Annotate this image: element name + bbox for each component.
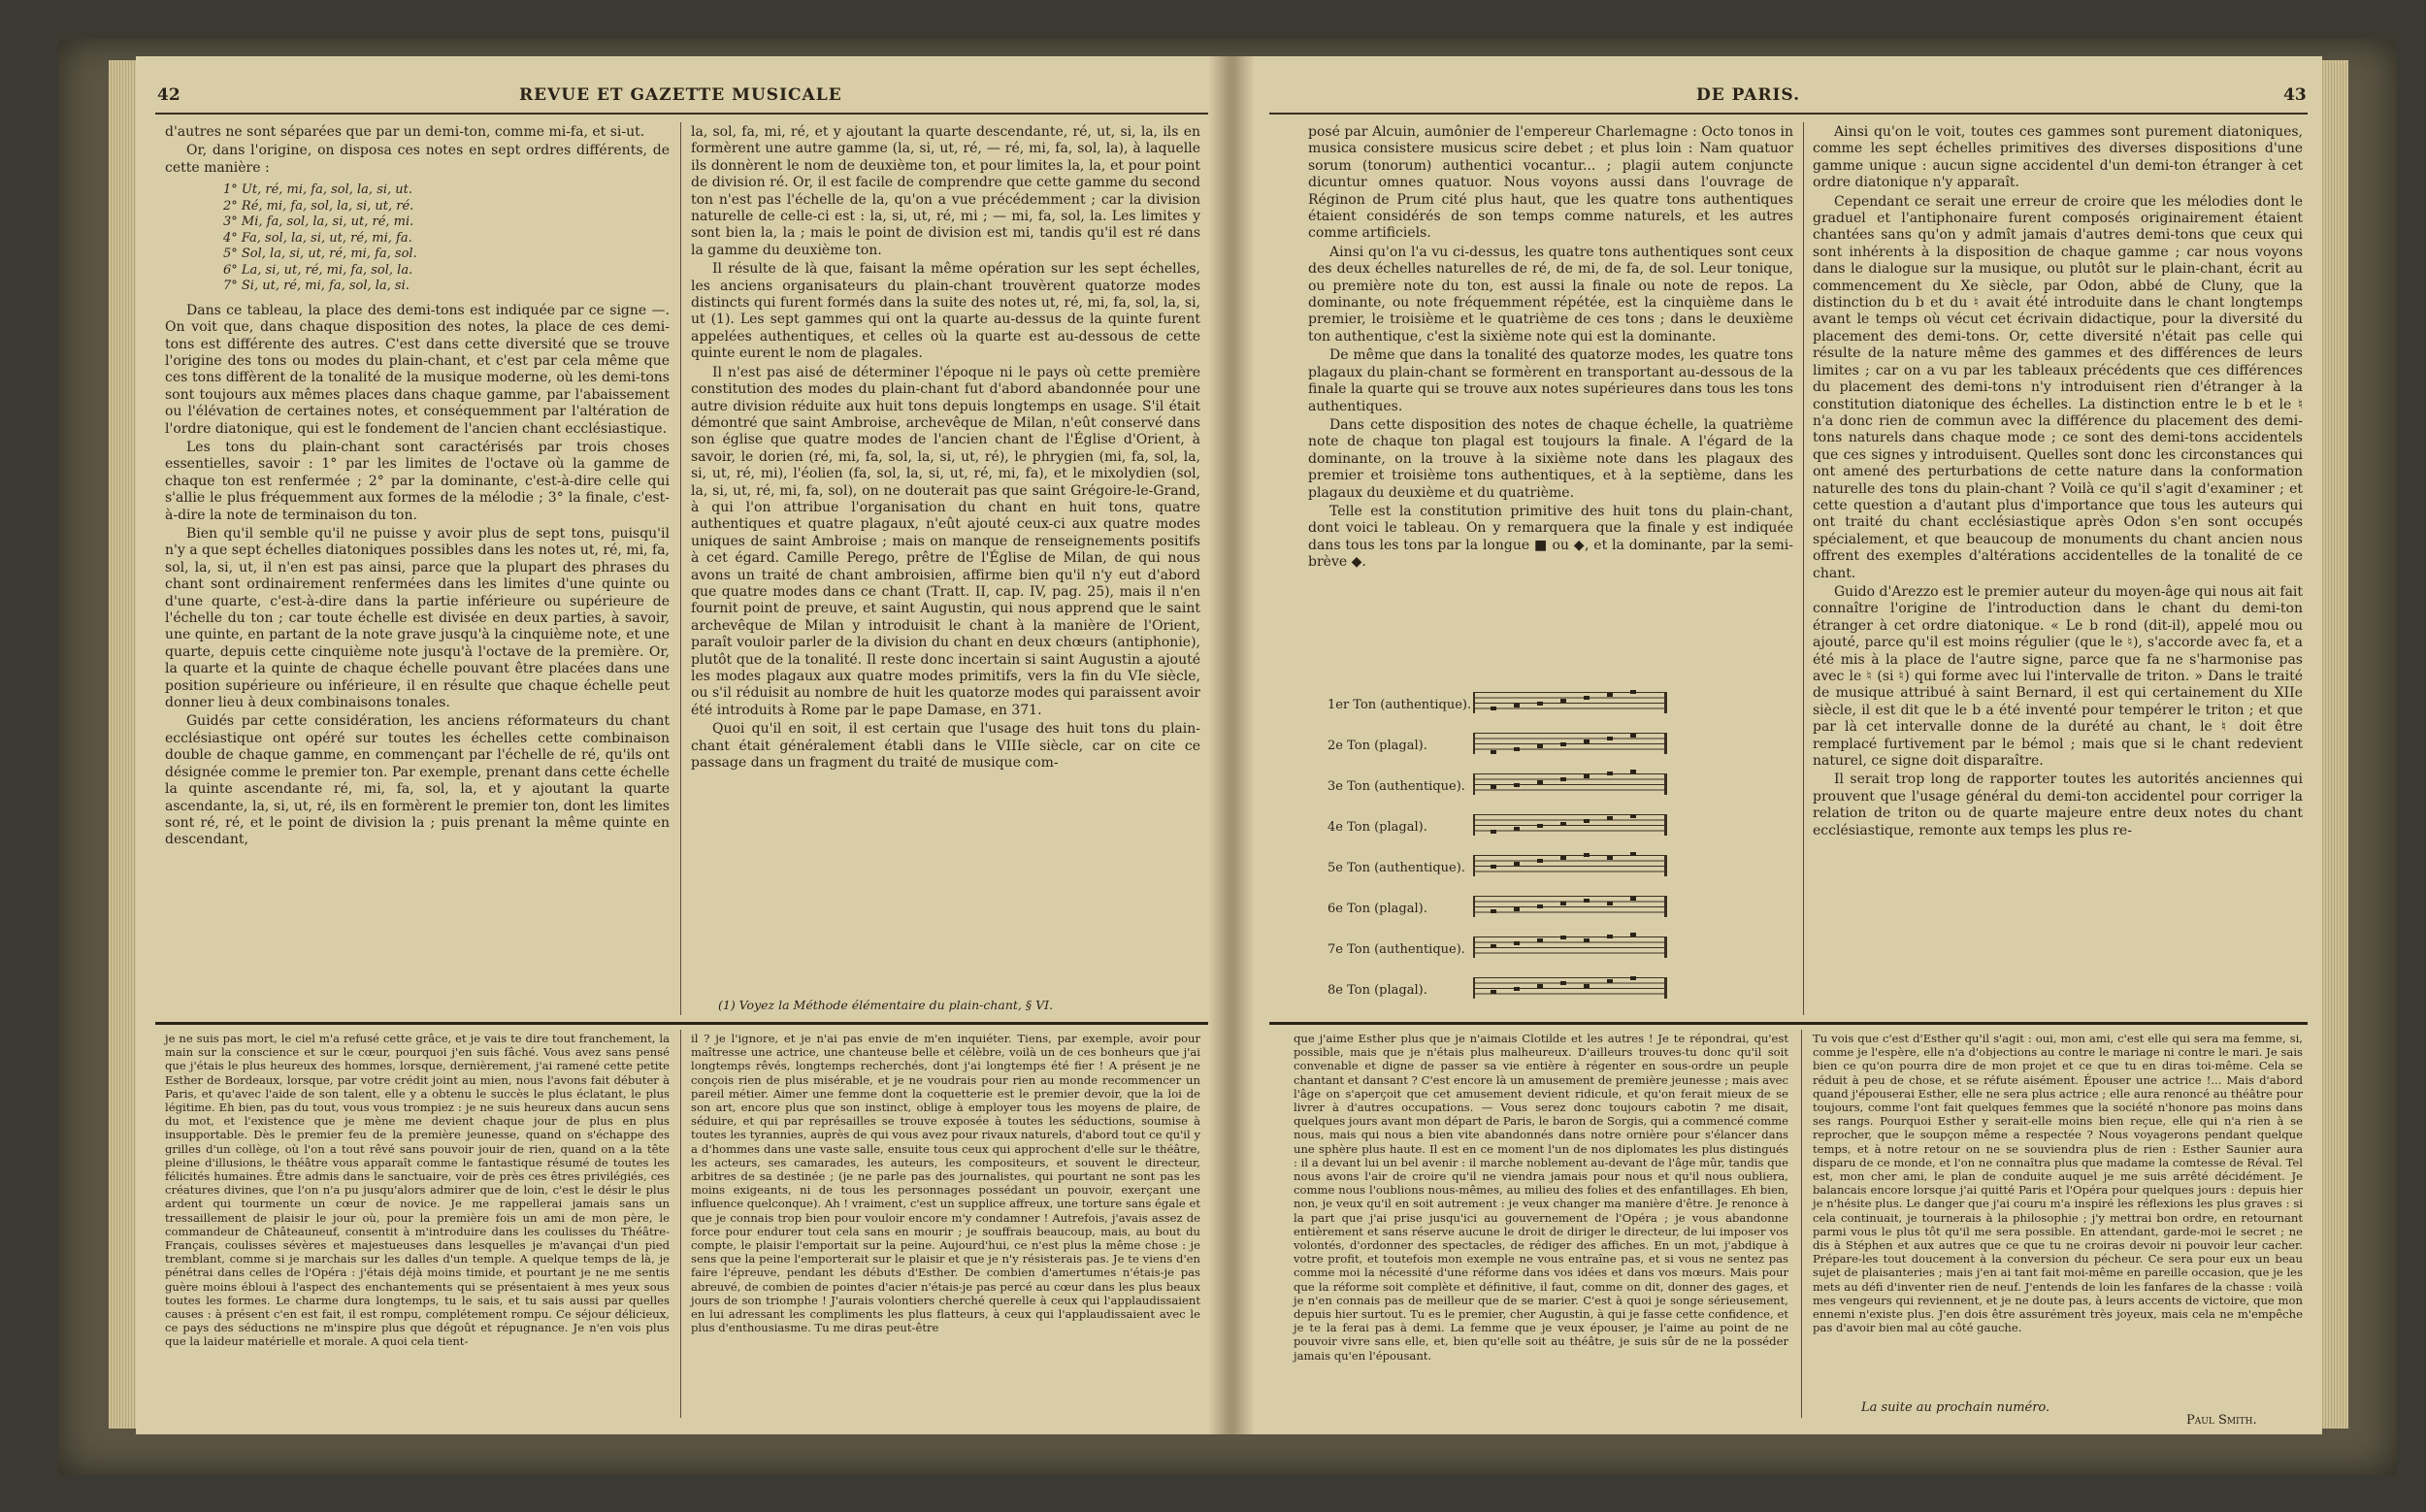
paragraph: Ainsi qu'on l'a vu ci-dessus, les quatre tons authentiques sont ceux des deux échelles naturelles de ré, de mi, de fa, de sol. Leur tonique, ou première note du ton, est aussi la finale ou note de repos. La dominante, ou note fréquemment répétée, est la cinquième dans le premier, le troisième et le quatrième de ces tons ; dans le deuxième ton authentique, c'est la sixième note qui est la dominante. [1308, 244, 1793, 345]
paragraph: Il n'est pas aisé de déterminer l'époque ni le pays où cette première constitution des modes du plain-chant fut d'abord abandonnée pour une autre division réduite aux huit tons depuis longtemps en usage. S'il était démontré que saint Ambroise, archevêque de Milan, n'eût conservé dans son église que quatre modes de l'ancien chant de l'Église d'Orient, à savoir, le dorien (ré, mi, fa, sol, la, si, ut, ré), le phrygien (mi, fa, sol, la, si, ut, ré, mi), l'éolien (fa, sol, la, si, ut, ré, mi, fa), et le mixolydien (sol, la, si, ut, ré, mi, fa, sol), on ne douterait pas que saint Grégoire-le-Grand, à qui l'on attribue l'organisation du chant en huit tons, quatre authentiques et quatre plagaux, n'eût ajouté ceux-ci aux quatre modes uniques de saint Ambroise ; mais on manque de renseignements positifs à cet égard. Camille Perego, prêtre de l'Église de Milan, de qui nous avons un traité de chant ambroisien, affirme bien qu'il n'y eut d'abord que quatre modes dans ce chant (Tratt. II, cap. IV, pag. 25), mais il n'en fournit point de preuve, et saint Augustin, qui nous apprend que le saint archevêque de Milan y introduisit le chant à la manière de l'Orient, paraît vouloir parler de la division du chant en deux chœurs (antiphonie), plutôt que de la tonalité. Il reste donc incertain si saint Augustin a ajouté les modes plagaux aux quatre modes primitifs, vers la fin du VIe siècle, ou s'il réduisit au nombre de huit les quatorze modes qui paraissent avoir été introduits à Rome par le pape Damase, en 371. [691, 364, 1200, 718]
scale-line: 2° Ré, mi, fa, sol, la, si, ut, ré. [223, 198, 414, 214]
paragraph: Dans ce tableau, la place des demi-tons est indiquée par ce signe —. On voit que, dans chaque disposition des notes, la place de ces demi-tons est différente des autres. C'est dans cette diversité que se trouve l'origine des tons ou modes du plain-chant, et c'est par cela même que ces tons diffèrent de la tonalité de la musique moderne, où les demi-tons sont toujours aux mêmes places dans chaque gamme, par l'abaissement ou l'élévation de certaines notes, et conséquemment par l'altération de l'ordre diatonique, qui est le fondement de l'ancien chant ecclésiastique. [165, 302, 670, 437]
tone-label: 7e Ton (authentique). [1328, 942, 1465, 957]
note [1630, 933, 1636, 937]
tone-row [1328, 855, 1832, 888]
tone-label: 3e Ton (authentique). [1328, 779, 1465, 794]
note [1537, 702, 1543, 706]
tone-row [1328, 733, 1832, 766]
tone-row [1328, 977, 1832, 1010]
scale-line: 4° Fa, sol, la, si, ut, ré, mi, fa. [223, 230, 412, 246]
note [1537, 859, 1543, 863]
staff [1473, 977, 1667, 999]
note [1584, 853, 1590, 857]
feuilleton-column-1 [1294, 1032, 1788, 1363]
note [1607, 737, 1613, 740]
note [1514, 941, 1520, 945]
note [1607, 693, 1613, 697]
tone-row [1328, 773, 1832, 806]
scale-line: 6° La, si, ut, ré, mi, fa, sol, la. [223, 262, 413, 278]
note [1514, 987, 1520, 991]
left-column-2 [691, 124, 1200, 772]
note [1537, 984, 1543, 988]
paragraph: Il résulte de là que, faisant la même opération sur les sept échelles, les anciens organisateurs du plain-chant trouvèrent quatorze modes distincts qui furent formés dans la suite des notes ut, ré, mi, fa, sol, la, si, ut (1). Les sept gammes qui ont la quarte au-dessus de la quinte furent appelées authentiques, et celles où la quarte est au-dessous de cette quinte eurent le nom de plagales. [691, 261, 1200, 362]
note [1630, 976, 1636, 980]
left-page-edges [109, 60, 138, 1429]
note [1607, 856, 1613, 860]
right-column-1 [1308, 124, 1793, 572]
note [1491, 865, 1496, 869]
note [1560, 822, 1566, 826]
scale-line: 5° Sol, la, si, ut, ré, mi, fa, sol. [223, 247, 417, 262]
paragraph: Quoi qu'il en soit, il est certain que l'usage des huit tons du plain-chant était généralement établi dans le VIIIe siècle, car on cite ce passage dans un fragment du traité de musique com- [691, 721, 1200, 772]
note [1491, 785, 1496, 789]
note [1607, 816, 1613, 820]
note [1514, 783, 1520, 787]
staff [1473, 692, 1667, 713]
note [1491, 830, 1496, 834]
note [1630, 897, 1636, 901]
note [1514, 827, 1520, 831]
note [1560, 856, 1566, 860]
staff [1473, 937, 1667, 958]
note [1584, 938, 1590, 942]
feuilleton-rule [1269, 1022, 2308, 1025]
note [1491, 707, 1496, 710]
note [1514, 907, 1520, 911]
column-rule [680, 122, 681, 1015]
paragraph: De même que dans la tonalité des quatorze modes, les quatre tons plagaux du plain-chant se formèrent en transportant au-dessous de la finale la quarte qui se trouve aux notes supérieures dans tous les tons authentiques. [1308, 347, 1793, 414]
note [1607, 979, 1613, 983]
paragraph: Bien qu'il semble qu'il ne puisse y avoir plus de sept tons, puisqu'il n'y a que sept échelles diatoniques possibles dans les notes ut, ré, mi, fa, sol, la, si, ut, il n'en est pas ainsi, parce que la plupart des phrases du chant sont ordinairement renfermées dans les limites d'une quinte ou d'une quarte, c'est-à-dire dans la partie inférieure ou supérieure de l'échelle du ton ; car toute échelle est divisée en deux parties, à savoir, une quinte, en partant de la note grave jusqu'à la cinquième note, et une quarte, depuis cette cinquième note jusqu'à l'octave de la première. Or, la quarte et la quinte de chaque échelle pouvant être placées dans une position supérieure ou inférieure, il en résulte que chaque échelle peut donner lieu à deux combinaisons tonales. [165, 526, 670, 711]
feuilleton-rule [155, 1022, 1208, 1025]
author-signature: Paul Smith. [2186, 1413, 2257, 1428]
staff [1473, 733, 1667, 754]
paragraph: Tu vois que c'est d'Esther qu'il s'agit : oui, mon ami, c'est elle qui sera ma femme, si, comme je l'espère, elle n'a d'objections au contre le mariage ni contre le mari. Je sais bien ce qu'on pourra dire de mon projet et ce que tu en diras toi-même. Cela se réduit à peu de chose, et se réfute aisément. Épouser une actrice !... Mais d'abord quand j'épouserai Esther, elle ne sera plus actrice ; elle aura renoncé au théâtre pour toujours, comme l'ont fait quelques femmes que la société n'honore pas moins dans ses rangs. Pourquoi Esther y serait-elle moins bien reçue, elle qui n'a rien à se reprocher, que le soupçon même a respectée ? Nous voyagerons pendant quelque temps, et à notre retour on ne se souviendra plus de rien : Esther Saunier aura disparu de ce monde, et l'on ne connaîtra plus que madame la comtesse de Réval. Tel est, mon cher ami, le plan de conduite auquel je me suis arrêté décidément. Je balancais encore lorsque j'ai quitté Paris et l'Opéra pour quelques jours : depuis hier je n'hésite plus. Le danger que j'ai couru m'a inspiré les réflexions les plus graves : si cela continuait, je tournerais à la philosophie ; j'y mettrai bon ordre, en retournant parmi vous le plus tôt qu'il me sera possible. En attendant, garde-moi le secret ; ne dis à Stéphen et aux autres que ce que tu ne croiras devoir ni pouvoir leur cacher. Prépare-les tout doucement à la conversion du pécheur. Ce sera pour eux un beau sujet de plaisanteries ; mais j'en ai tant fait moi-même en pareille occasion, que je les mets au défi d'inventer rien de neuf. J'entends de loin les fanfares de la chasse : voilà mes vengeurs qui reviennent, et je ne doute pas, à leurs accents de victoire, que mon ennemi n'existe plus. J'en dois être assurément très joyeux, mais cela ne m'empêche pas d'avoir bien mal au côté gauche. [1813, 1032, 2303, 1335]
note [1537, 904, 1543, 908]
note [1560, 936, 1566, 939]
note [1630, 734, 1636, 738]
header-rule [1269, 113, 2308, 115]
staff [1473, 814, 1667, 836]
header-rule [155, 113, 1208, 115]
note [1491, 750, 1496, 754]
note [1514, 704, 1520, 707]
paragraph: Dans cette disposition des notes de chaque échelle, la quatrième note de chaque ton plagal est toujours la finale. A l'égard de la dominante, on la trouve à la sixième note dans les plagaux des premier et troisième tons authentiques, et à la septième, dans les plagaux du deuxième et du quatrième. [1308, 416, 1793, 501]
note [1630, 770, 1636, 773]
paragraph: Cependant ce serait une erreur de croire que les mélodies dont le graduel et l'antiphonaire furent composés originairement étaient chantées sans qu'on y admît jamais d'autres demi-tons que ceux qui sont inhérents à la disposition de chaque gamme ; car nous voyons dans le dialogue sur la musique, ou plutôt sur le plain-chant, écrit au commencement du Xe siècle, par Odon, abbé de Cluny, que la distinction du b et du ♮ avait été introduite dans le chant longtemps avant le temps où vécut cet écrivain didactique, pour la diversité du placement des demi-tons. Or, cette diversité n'était pas celle qui résulte de la nature même des gammes et des différences de leurs limites ; car on a vu par les tableaux précédents que ces différences du placement des demi-tons n'y introduisent rien d'étranger à la constitution diatonique des échelles. La distinction entre le b et le ♮ n'a donc rien de commun avec la différence du placement des demi-tons naturels dans chaque mode ; ce sont des demi-tons accidentels que ces signes y introduisent. Quelles sont donc les circonstances qui ont amené des perturbations de cette nature dans la conformation naturelle des tons du plain-chant ? Voilà ce qu'il s'agit d'examiner ; et cette question a d'autant plus d'importance que tous les auteurs qui ont traité du chant ecclésiastique après Odon s'en sont occupés spécialement, et que beaucoup de monuments du chant ancien nous offrent des exemples d'altérations accidentelles de la tonalité de ce chant. [1813, 193, 2303, 581]
continuation-note: La suite au prochain numéro. [1861, 1400, 2050, 1415]
note [1537, 824, 1543, 828]
note [1537, 780, 1543, 784]
note [1491, 909, 1496, 913]
paragraph: posé par Alcuin, aumônier de l'empereur Charlemagne : Octo tonos in musica consistere musicus scire debet ; et plus loin : Nam quatuor sorum (tonorum) authentici vocantur... ; plagii autem conjuncte dicuntur omnes quatuor. Nous voyons aussi dans l'ouvrage de Réginon de Prum cité plus haut, que les quatre tons authentiques étaient considérés de son temps comme naturels, et les autres comme artificiels. [1308, 124, 1793, 242]
note [1491, 990, 1496, 994]
right-column-2 [1813, 124, 2303, 839]
running-head-right: DE PARIS. [1696, 85, 1801, 105]
note [1584, 984, 1590, 988]
paragraph: il ? je l'ignore, et je n'ai pas envie de m'en inquiéter. Tiens, par exemple, avoir pour maîtresse une actrice, une chanteuse belle et célèbre, voilà un de ces bonheurs que j'ai longtemps rêvés, longtemps recherchés, dont j'ai longtemps été fier ! A présent je ne conçois rien de plus misérable, et je ne voudrais pour rien au monde recommencer un pareil métier. Aimer une femme dont la coquetterie est le premier devoir, que la loi de son art, encore plus que son instinct, oblige à employer tous les moyens de plaire, de séduire, et qui par représailles se trouve exposée à toutes les séductions, soumise à toutes les tyrannies, auprès de qui vous avez pour rivaux naturels, d'abord tout ce qu'il y a d'hommes dans une vaste salle, ensuite tous ceux qui approchent d'elle sur le théâtre, les acteurs, ses camarades, les auteurs, les compositeurs, et souvent le directeur, arbitres de sa destinée ; (je ne parle pas des journalistes, qui pourtant ne sont pas les moins exigeants, ni de tous les personnages possédant un pouvoir, exerçant une influence quelconque). Ah ! vraiment, c'est un supplice affreux, une torture sans égale et que je connais trop bien pour vouloir encore m'y condamner ! Autrefois, j'avais assez de force pour endurer tout cela sans en mourir ; je souffrais beaucoup, mais, au bout du compte, le plaisir l'emportait sur la peine. Aujourd'hui, ce n'est plus la même chose : je sens que la peine l'emporterait sur le plaisir et que je n'y résisterais pas. Je te viens d'en faire l'épreuve, pendant les débuts d'Esther. De combien d'amertumes n'étais-je pas abreuvé, de combien de pointes d'acier n'étais-je pas percé au cœur dans les plus beaux jours de son triomphe ! J'aurais volontiers cherché querelle à ceux qui l'applaudissaient en lui adressant les compliments les plus flatteurs, à ceux qui l'applaudissaient avec le plus d'enthousiasme. Tu me diras peut-être [691, 1032, 1200, 1335]
staff [1473, 855, 1667, 876]
paragraph: que j'aime Esther plus que je n'aimais Clotilde et les autres ! Je te répondrai, qu'est possible, mais que je n'étais plus malheureux. D'ailleurs trouves-tu donc qu'il soit convenable et digne de passer sa vie entière à régenter en sous-ordre un peuple chantant et dansant ? C'est encore là un amusement de première jeunesse ; mais avec l'âge on s'aperçoit que cet amusement devient ridicule, et qu'on ferait mieux de se livrer à d'autres occupations. — Vous serez donc toujours cabotin ? me disait, quelques jours avant mon départ de Paris, le baron de Sorgis, qui a commencé comme nous, mais qui nous a bien vite abandonnés dans notre ornière pour s'élancer dans une sphère plus haute. Il est en ce moment l'un de nos diplomates les plus distingués : il a devant lui un bel avenir : il marche noblement au-devant de l'âge mûr, tandis que nous avons l'air de croire qu'il ne viendra jamais pour nous et qu'il nous oubliera, comme nous l'oublions nous-mêmes, au milieu des folies et des enfantillages. Eh bien, non, je veux qu'il en soit autrement : je veux changer ma manière d'être. Je renonce à la part que j'ai prise jusqu'ici au gouvernement de l'Opéra ; je vous abandonne entièrement et sans réserve aucune le droit de diriger le directeur, de lui imposer vos volontés, d'ordonner des spectacles, de rédiger des affiches. En un mot, j'abdique à votre profit, et toutefois mon exemple ne vous entraîne pas, et si vous ne sentez pas comme moi la nécessité d'une réforme dans vos idées et dans vos mœurs. Mais pour que la réforme soit complète et définitive, il faut, comme on dit, donner des gages, et je n'en connais pas de meilleur que de se marier. C'est à quoi je songe sérieusement, depuis hier surtout. Tu es le premier, cher Augustin, à qui je fasse cette confidence, et je te la ferai pas à demi. La femme que je veux épouser, je l'aime au point de ne pouvoir vivre sans elle, et, bien qu'elle soit au théâtre, je suis sûr de ne la posséder jamais qu'en l'épousant. [1294, 1032, 1788, 1363]
note [1607, 902, 1613, 905]
paragraph: Ainsi qu'on le voit, toutes ces gammes sont purement diatoniques, comme les sept échelles primitives des diverses dispositions d'une gamme unique : aucun signe accidentel d'un demi-ton étranger à cet ordre diatonique n'y apparaît. [1813, 124, 2303, 191]
paragraph: Il serait trop long de rapporter toutes les autorités anciennes qui prouvent que l'usage général du demi-ton accidentel pour corriger la relation de triton ou de quarte majeure entre deux notes du chant ecclésiastique, remonte aux temps les plus re- [1813, 772, 2303, 838]
footnote: (1) Voyez la Méthode élémentaire du plain-chant, § VI. [718, 998, 1054, 1012]
scale-table [223, 182, 670, 295]
left-column-1 [165, 124, 670, 849]
staff [1473, 773, 1667, 795]
column-rule [1803, 122, 1804, 1015]
page-number-right: 43 [2283, 85, 2307, 105]
tone-row [1328, 692, 1832, 725]
left-page [136, 56, 1232, 1434]
note [1607, 772, 1613, 775]
note [1560, 699, 1566, 703]
paragraph: Guidés par cette considération, les anciens réformateurs du chant ecclésiastique ont opéré sur toutes les échelles cette combinaison double de chaque gamme, en commençant par l'échelle de ré, qu'ils ont désignée comme le premier ton. Par exemple, prenant dans cette échelle la quinte ascendante ré, mi, fa, sol, la, et y ajoutant la quarte ascendante, la, si, ut, ré, ils en formèrent le premier ton, dont les limites sont ré, ré, et le point de division la ; puis prenant la même quinte en descendant, [165, 713, 670, 848]
tone-row [1328, 814, 1832, 847]
paragraph: je ne suis pas mort, le ciel m'a refusé cette grâce, et je vais te dire tout franchement, la main sur la conscience et sur le cœur, pourquoi j'en suis fâché. Vous avez sans pensé que j'étais le plus heureux des hommes, lorsque, dernièrement, j'ai ramené cette petite Esther de Bordeaux, lorsque, par votre crédit joint au mien, nous l'avons fait débuter à Paris, et qu'avec l'aide de son talent, elle y a obtenu le succès le plus éclatant, le plus légitime. Eh bien, pas du tout, vous vous trompiez : je ne suis heureux dans aucun sens du mot, et l'existence que je mène me devient chaque jour de plus en plus insupportable. Dès le premier feu de la première jeunesse, quand on s'échappe des grilles d'un collège, où l'on a tout rêvé sans pouvoir jouir de rien, quand on a la tête pleine d'illusions, le théâtre vous apparaît comme le fantastique résumé de toutes les félicités humaines. Être admis dans le sanctuaire, voir de près ces êtres privilégiés, ces créatures divines, que l'on n'a pu jusqu'alors admirer que de loin, c'est le désir le plus ardent qui tourmente un cœur de novice. Je me rappellerai jamais sans un tressaillement de plaisir le jour où, pour la première fois un ami de mon père, le commandeur de Châteauneuf, consentit à m'introduire dans les coulisses du Théâtre-Français, coulisses sévères et majestueuses dans lesquelles je m'avançai d'un pied tremblant, comme si je marchais sur les dalles d'un temple. A quelque temps de là, je pénétrai dans celles de l'Opéra : j'étais déjà moins timide, et pourtant je ne me sentis guère moins ébloui à l'aspect des enchantements qui se présentaient à mes yeux sous toutes les formes. Le charme dura longtemps, tu le sais, et tu sais aussi par quelles causes : à présent c'en est fait, il est rompu, complétement rompu. Ce séjour délicieux, ce pays des séductions ne m'inspire plus que dégoût et répugnance. Je n'en vois plus que la laideur matérielle et morale. A quoi cela tient- [165, 1032, 670, 1349]
paragraph: Telle est la constitution primitive des huit tons du plain-chant, dont voici le tableau. On y remarquera que la finale y est indiquée dans tous les tons par la longue ■ ou ◆, et la dominante, par la semi-brève ◆. [1308, 503, 1793, 571]
tone-row [1328, 937, 1832, 970]
note [1584, 740, 1590, 743]
note [1584, 774, 1590, 778]
column-rule [680, 1030, 681, 1418]
staff [1473, 896, 1667, 917]
note [1607, 935, 1613, 938]
tones-table [1328, 692, 1793, 1012]
tone-row [1328, 896, 1832, 929]
note [1514, 747, 1520, 751]
paragraph: Or, dans l'origine, on disposa ces notes en sept ordres différents, de cette manière : [165, 143, 670, 176]
page-number-left: 42 [157, 85, 180, 105]
note [1584, 696, 1590, 700]
note [1491, 944, 1496, 948]
right-page-edges [2319, 60, 2348, 1429]
running-head-left: REVUE ET GAZETTE MUSICALE [519, 85, 842, 105]
column-rule [1801, 1030, 1802, 1418]
right-page [1230, 56, 2322, 1434]
paragraph: d'autres ne sont séparées que par un demi-ton, comme mi-fa, et si-ut. [165, 124, 645, 140]
note [1630, 814, 1636, 818]
tone-label: 1er Ton (authentique). [1328, 698, 1472, 712]
scale-line: 7° Si, ut, ré, mi, fa, sol, la, si. [223, 279, 410, 294]
scale-line: 1° Ut, ré, mi, fa, sol, la, si, ut. [223, 182, 413, 198]
paragraph: Guido d'Arezzo est le premier auteur du moyen-âge qui nous ait fait connaître l'origine de l'introduction dans le chant du demi-ton étranger à cet ordre diatonique. « Le b rond (dit-il), appelé mou ou ajouté, parce qu'il est moins régulier (que le ♮), s'accorde avec fa, et a été mis à la place de l'autre signe, parce que fa ne s'harmonise pas avec le ♮ (si ♮) qui forme avec lui l'intervalle de triton. » Dans le traité de musique attribué à saint Bernard, il est qui certainement du XIIe siècle, il est dit que le b a été inventé pour tempérer le triton ; et que par là cet intervalle donne de la durété au chant, le ♮ doit être remplacé furtivement par le bémol ; mais que si le chant redevient naturel, ce signe doit disparaître. [1813, 583, 2304, 770]
feuilleton-column-1 [165, 1032, 670, 1349]
note [1560, 902, 1566, 905]
note [1630, 852, 1636, 856]
tone-label: 2e Ton (plagal). [1328, 739, 1427, 753]
tone-label: 4e Ton (plagal). [1328, 820, 1427, 835]
feuilleton-column-2 [691, 1032, 1200, 1334]
paragraph: Les tons du plain-chant sont caractérisés par trois choses essentielles, savoir : 1° par les limites de l'octave où la gamme de chaque ton est renfermée ; 2° par la dominante, c'est-à-dire celle qui s'allie le plus fréquemment aux formes de la mélodie ; 3° la finale, c'est-à-dire la note de terminaison du ton. [165, 439, 670, 523]
paragraph: la, sol, fa, mi, ré, et y ajoutant la quarte descendante, ré, ut, si, la, ils en formèrent une autre gamme (la, si, ut, ré, — ré, mi, fa, sol, la), à laquelle ils donnèrent le nom de deuxième ton, et pour limites la, la, et pour point de division ré. Or, il est facile de comprendre que cette gamme du second ton n'est pas l'échelle de la, qu'on a vue précédemment ; car la division naturelle de celle-ci est : la, si, ut, ré, mi ; — mi, fa, sol, la. Les limites y sont bien la, la ; mais le point de division est mi, tandis qu'il est ré dans la gamme du deuxième ton. [691, 124, 1200, 258]
scale-line: 3° Mi, fa, sol, la, si, ut, ré, mi. [223, 214, 414, 230]
tone-label: 5e Ton (authentique). [1328, 861, 1465, 875]
feuilleton-column-2 [1813, 1032, 2303, 1334]
note [1560, 742, 1566, 746]
note [1584, 819, 1590, 823]
note [1560, 777, 1566, 781]
note [1514, 862, 1520, 866]
tone-label: 6e Ton (plagal). [1328, 902, 1427, 916]
note [1560, 981, 1566, 985]
tone-label: 8e Ton (plagal). [1328, 983, 1427, 998]
note [1584, 899, 1590, 903]
note [1537, 744, 1543, 748]
note [1630, 690, 1636, 694]
note [1537, 938, 1543, 942]
